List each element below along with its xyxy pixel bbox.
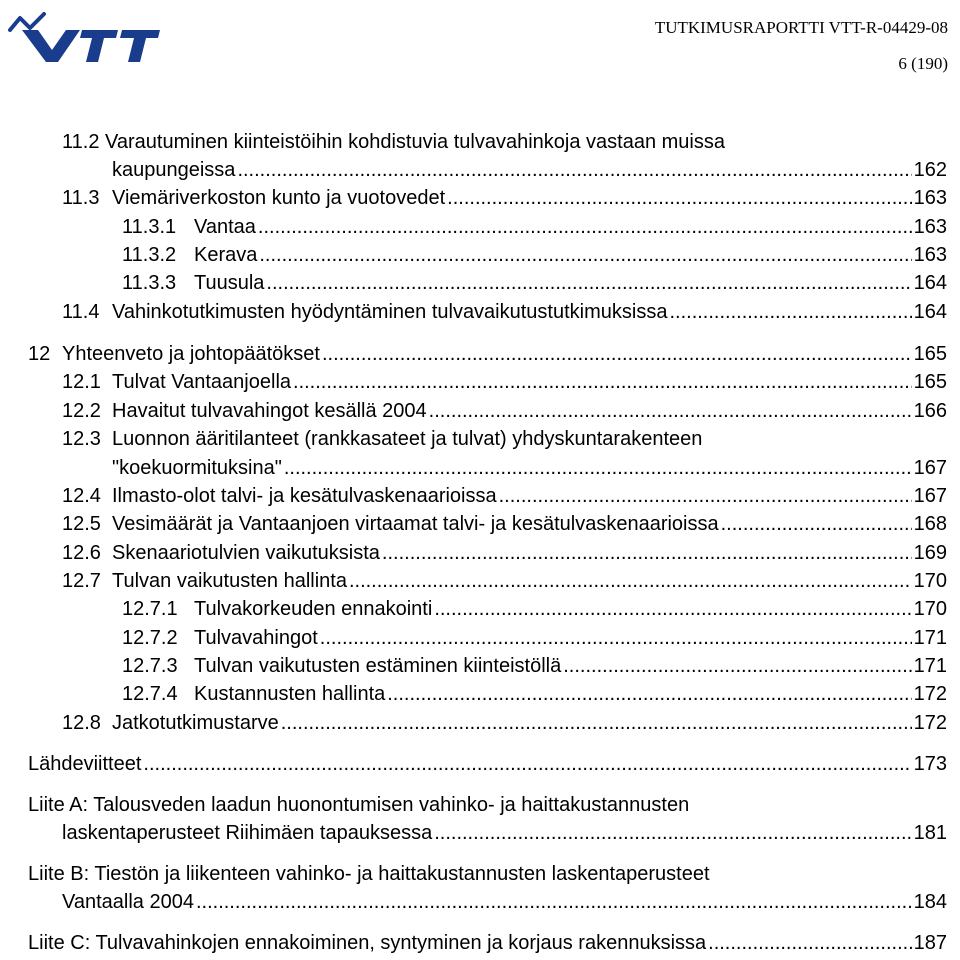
toc-entry-11-3-3[interactable]: 11.3.3 Tuusula ..... 164 (122, 269, 947, 297)
toc-entry-liite-a-line1: Liite A: Talousveden laadun huonontumisen vahinko- ja haittakustannusten (28, 794, 690, 816)
toc-entry-12-3[interactable]: "koekuormituksina" ..... 167 (112, 454, 947, 482)
toc-entry-12-3-line1: 12.3 Luonnon ääritilanteet (rankkasateet ja tulvat) yhdyskuntarakenteen (62, 428, 703, 450)
toc-entry-11-3-2[interactable]: 11.3.2 Kerava ..... 163 (122, 241, 947, 269)
toc-entry-11-4[interactable]: 11.4 Vahinkotutkimusten hyödyntäminen tulvavaikutustutkimuksissa ..... 164 (62, 298, 947, 326)
toc-entry-12-7-4[interactable]: 12.7.4 Kustannusten hallinta ..... 172 (122, 680, 947, 708)
toc-entry-11-2-line1: 11.2 Varautuminen kiinteistöihin kohdistuvia tulvavahinkoja vastaan muissa (62, 131, 725, 153)
toc-entry-12-4[interactable]: 12.4 Ilmasto-olot talvi- ja kesätulvaskenaarioissa ..... 167 (62, 482, 947, 510)
toc-entry-11-3[interactable]: 11.3 Viemäriverkoston kunto ja vuotovedet ..... 163 (62, 184, 947, 212)
toc-entry-12[interactable]: 12 Yhteenveto ja johtopäätökset ..... 165 (28, 340, 947, 368)
toc-entry-liite-a[interactable]: laskentaperusteet Riihimäen tapauksessa ..... 181 (62, 819, 947, 847)
report-id: TUTKIMUSRAPORTTI VTT-R-04429-08 (654, 18, 948, 37)
toc-entry-liite-b-line1: Liite B: Tiestön ja liikenteen vahinko- ja haittakustannusten laskentaperusteet (28, 863, 710, 885)
toc-entry-12-6[interactable]: 12.6 Skenaariotulvien vaikutuksista ..... 169 (62, 539, 947, 567)
toc-entry-12-7-2[interactable]: 12.7.2 Tulvavahingot ..... 171 (122, 624, 947, 652)
toc-entry-lahdeviitteet[interactable]: Lähdeviitteet ..... 173 (28, 750, 947, 778)
toc-entry-12-2[interactable]: 12.2 Havaitut tulvavahingot kesällä 2004 ..... 166 (62, 397, 947, 425)
toc-entry-11-3-1[interactable]: 11.3.1 Vantaa ..... 163 (122, 213, 947, 241)
toc-page-number: 162 (913, 159, 947, 181)
toc-entry-12-5[interactable]: 12.5 Vesimäärät ja Vantaanjoen virtaamat talvi- ja kesätulvaskenaarioissa ..... 168 (62, 510, 947, 538)
toc-entry-12-8[interactable]: 12.8 Jatkotutkimustarve ..... 172 (62, 709, 947, 737)
toc-entry-12-7-3[interactable]: 12.7.3 Tulvan vaikutusten estäminen kiinteistöllä ..... 171 (122, 652, 947, 680)
toc-entry-liite-b[interactable]: Vantaalla 2004 ..... 184 (62, 888, 947, 916)
toc-entry-12-7-1[interactable]: 12.7.1 Tulvakorkeuden ennakointi ..... 170 (122, 595, 947, 623)
toc-entry-12-7[interactable]: 12.7 Tulvan vaikutusten hallinta ..... 170 (62, 567, 947, 595)
toc-entry-11-2[interactable]: kaupungeissa ..... 162 (112, 156, 947, 184)
toc-entry-liite-c[interactable]: Liite C: Tulvavahinkojen ennakoiminen, syntyminen ja korjaus rakennuksissa ..... 187 (28, 929, 947, 957)
toc-entry-12-1[interactable]: 12.1 Tulvat Vantaanjoella ..... 165 (62, 368, 947, 396)
page-number: 6 (190) (898, 54, 948, 73)
